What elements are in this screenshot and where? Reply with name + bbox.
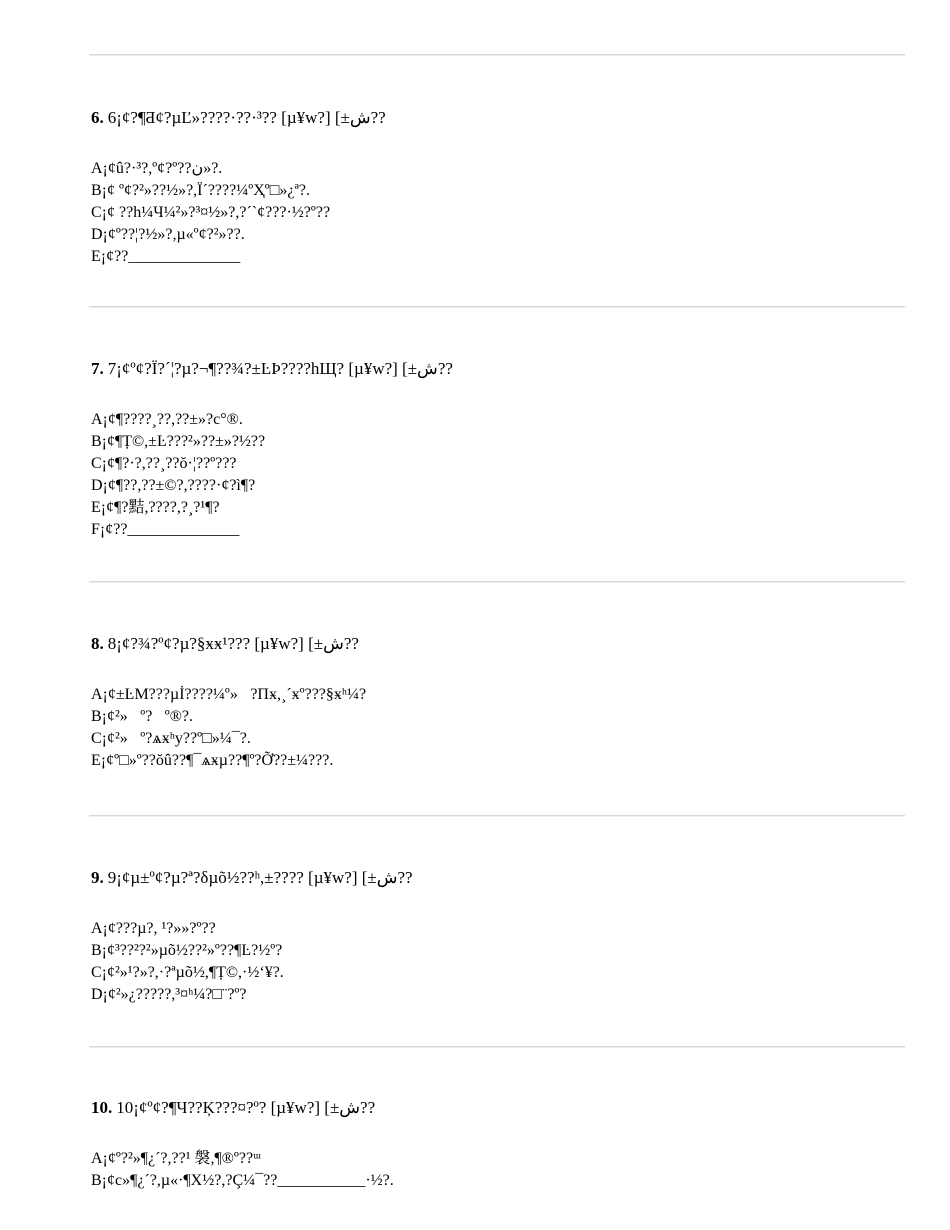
option-c[interactable]: C¡¢¶?·?,??¸??ŏ·¦??º???	[91, 455, 237, 472]
question-text: 10¡¢º¢?¶Ч??Ķ???¤?º? [µ¥w?] [±ش??	[116, 1098, 376, 1117]
question-number: 7.	[91, 359, 104, 378]
option-a[interactable]: A¡¢???µ?, ¹?»»?º??	[91, 920, 216, 937]
divider-3	[89, 581, 905, 583]
option-c[interactable]: C¡¢ ??h¼Ч¼²»?³¤½»?,?´`¢???·½?º??	[91, 204, 331, 221]
option-b[interactable]: B¡¢c»¶¿´?,µ«·¶Х½?,?Ç¼¯??___________·½?.	[91, 1172, 394, 1189]
option-b[interactable]: B¡¢²»ᷓº?ᷓº®?.	[91, 708, 193, 725]
option-d[interactable]: D¡¢¶??,??±©?,????·¢?ì¶?	[91, 477, 256, 494]
option-e-other[interactable]: E¡¢??______________	[91, 248, 241, 265]
option-a[interactable]: A¡¢¶????¸??,??±»?c°®.	[91, 411, 243, 428]
question-number: 9.	[91, 868, 104, 887]
question-title	[91, 359, 891, 379]
question-8	[91, 634, 891, 772]
options-list	[91, 409, 891, 541]
options-list	[91, 918, 891, 1006]
option-b[interactable]: B¡¢ º¢?²»??½»?,Ï´????¼ºҲº□»¿ª?.	[91, 182, 310, 199]
question-6	[91, 108, 891, 268]
question-text: 9¡¢µ±º¢?µ?ª?δµõ½??ʰ,±???? [µ¥w?] [±ش??	[107, 868, 413, 887]
question-title	[91, 634, 891, 654]
option-a[interactable]: A¡¢º?²»¶¿´?,??¹ 褩,¶®º??ᵚ	[91, 1150, 261, 1167]
question-number: 10.	[91, 1098, 113, 1117]
options-list	[91, 1148, 891, 1192]
options-list	[91, 684, 891, 772]
question-title	[91, 108, 891, 128]
options-list	[91, 158, 891, 268]
option-c[interactable]: C¡¢²»¹?»?,·?ªµõ½,¶Ț©,·½ʻ¥?.	[91, 964, 284, 981]
question-number: 8.	[91, 634, 104, 653]
option-f-other[interactable]: F¡¢??______________	[91, 521, 240, 538]
option-a[interactable]: A¡¢±ĿМ???µİ????¼º»᪽?Пӿ,¸´ӿº???§ӿʰ¼?	[91, 686, 367, 703]
divider-4	[89, 815, 905, 817]
question-number: 6.	[91, 108, 104, 127]
question-text: 7¡¢º¢?Ï?´¦?µ?¬¶??¾?±ĿÞ????hЩ? [µ¥w?] [±ش??	[107, 359, 453, 378]
divider-5	[89, 1046, 905, 1048]
question-10	[91, 1098, 891, 1192]
divider-1	[89, 54, 905, 56]
option-d[interactable]: D¡¢º??¦?½»?,µ«º¢?²»??.	[91, 226, 245, 243]
option-c[interactable]: C¡¢²»ᷓº?ѧӿʰу??º□»¼¯?.	[91, 730, 251, 747]
question-title	[91, 1098, 891, 1118]
question-text: 8¡¢?¾?º¢?µ?§ӿӿ¹??? [µ¥w?] [±ش??	[107, 634, 359, 653]
option-e[interactable]: E¡¢º□»º??ŏû??¶¯ѧӿµ??¶º?Ỡ??±¼???.	[91, 752, 334, 769]
option-d[interactable]: D¡¢²»¿?????,³¤ʰ¼?□¨?º?	[91, 986, 247, 1003]
option-a[interactable]: A¡¢û?·³?,º¢?º??ن»?.	[91, 160, 223, 177]
option-b[interactable]: B¡¢³??²?²»µõ½??²»º??¶Ŀ?½º?	[91, 942, 283, 959]
option-e[interactable]: E¡¢¶?黠,????,?¸?¹¶?	[91, 499, 220, 516]
option-b[interactable]: B¡¢¶Ț©,±Ŀ???²»??±»?½??	[91, 433, 266, 450]
question-title	[91, 868, 891, 888]
question-7	[91, 359, 891, 541]
question-text: 6¡¢?¶Ƌ¢?µĽ»????·??·³?? [µ¥w?] [±ش??	[107, 108, 386, 127]
divider-2	[89, 306, 905, 308]
question-9	[91, 868, 891, 1006]
